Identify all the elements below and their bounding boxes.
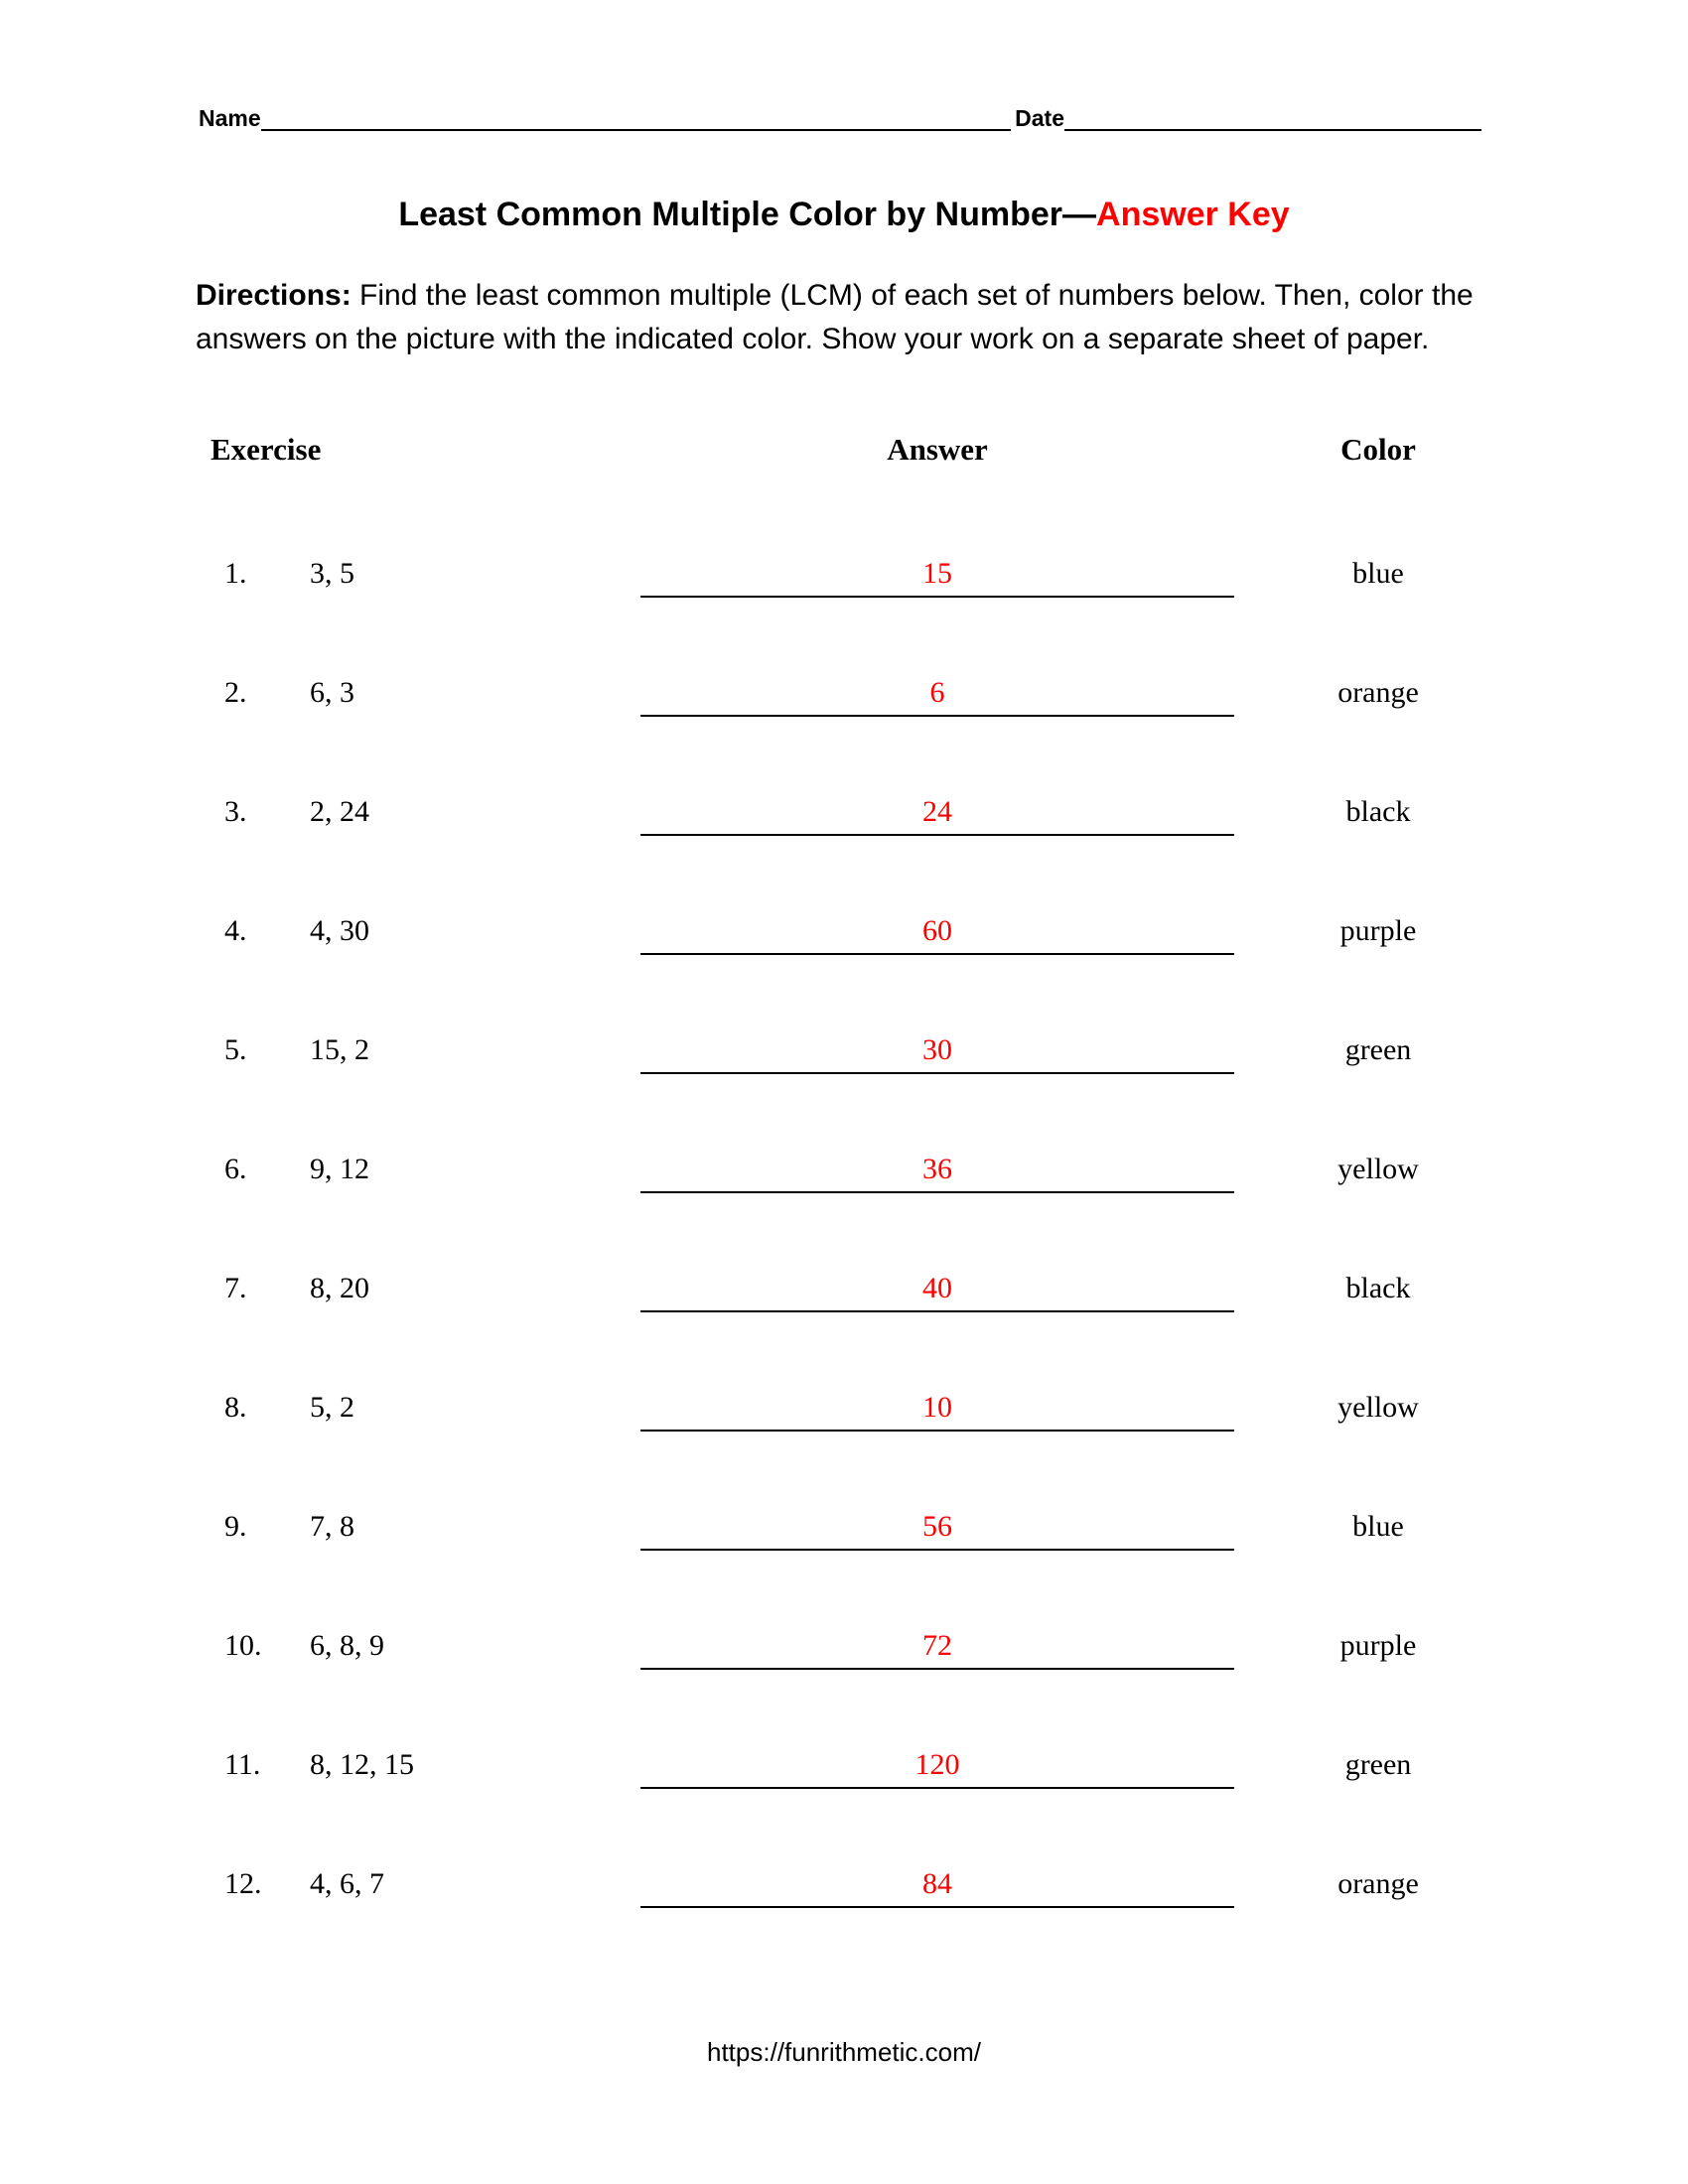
color-value: orange (1337, 676, 1419, 709)
color-value: blue (1352, 557, 1404, 590)
page-title (0, 195, 1688, 234)
exercise-set: 15, 2 (310, 1033, 369, 1066)
footer-url: https://funrithmetic.com/ (707, 2037, 981, 2067)
exercise-number: 8. (224, 1391, 247, 1424)
color-value: black (1345, 1272, 1411, 1304)
table-row (0, 1467, 1688, 1586)
exercise-number: 7. (224, 1272, 247, 1304)
exercise-set: 4, 6, 7 (310, 1867, 384, 1900)
answer-blank-line (640, 1549, 1234, 1551)
table-row (0, 872, 1688, 991)
answer-value: 72 (922, 1629, 952, 1662)
table-row (0, 1586, 1688, 1706)
answer-value: 56 (922, 1510, 952, 1543)
table-row (0, 1348, 1688, 1467)
answer-value: 24 (922, 795, 952, 828)
answer-blank-line (640, 1787, 1234, 1789)
table-row (0, 1825, 1688, 1944)
answer-blank-line (640, 1310, 1234, 1312)
answer-blank-line (640, 1072, 1234, 1074)
exercise-number: 10. (224, 1629, 262, 1662)
answer-value: 40 (922, 1272, 952, 1304)
answer-blank-line (640, 715, 1234, 717)
color-value: yellow (1337, 1153, 1419, 1185)
table-row (0, 752, 1688, 872)
name-date-header (199, 103, 1481, 131)
answer-value: 15 (922, 557, 952, 590)
answer-value: 30 (922, 1033, 952, 1066)
exercise-set: 8, 20 (310, 1272, 369, 1304)
answer-value: 6 (929, 676, 945, 709)
color-value: purple (1339, 914, 1417, 947)
exercise-number: 2. (224, 676, 247, 709)
name-blank-line (261, 103, 1011, 131)
exercise-set: 8, 12, 15 (310, 1748, 414, 1781)
exercise-number: 6. (224, 1153, 247, 1185)
exercise-number: 3. (224, 795, 247, 828)
exercise-number: 12. (224, 1867, 262, 1900)
table-row (0, 1706, 1688, 1825)
color-value: green (1344, 1033, 1412, 1066)
table-row (0, 991, 1688, 1110)
answer-value: 84 (922, 1867, 952, 1900)
column-header-exercise: Exercise (211, 432, 322, 467)
date-blank-line (1064, 103, 1481, 131)
answer-value: 10 (922, 1391, 952, 1424)
exercise-set: 4, 30 (310, 914, 369, 947)
color-value: black (1345, 795, 1411, 828)
exercise-set: 7, 8 (310, 1510, 354, 1543)
exercise-set: 3, 5 (310, 557, 354, 590)
answer-blank-line (640, 1906, 1234, 1908)
color-value: green (1344, 1748, 1412, 1781)
column-header-answer: Answer (887, 432, 988, 467)
color-value: orange (1337, 1867, 1419, 1900)
answer-value: 120 (914, 1748, 960, 1781)
date-label: Date (1015, 105, 1064, 131)
table-row (0, 1110, 1688, 1229)
exercise-set: 9, 12 (310, 1153, 369, 1185)
exercise-number: 9. (224, 1510, 247, 1543)
column-header-color: Color (1340, 432, 1416, 467)
exercise-number: 5. (224, 1033, 247, 1066)
answer-blank-line (640, 1430, 1234, 1432)
exercise-number: 11. (224, 1748, 261, 1781)
exercise-set: 5, 2 (310, 1391, 354, 1424)
table-row (0, 633, 1688, 752)
exercise-set: 6, 8, 9 (310, 1629, 384, 1662)
color-value: yellow (1337, 1391, 1419, 1424)
exercise-set: 2, 24 (310, 795, 369, 828)
exercise-set: 6, 3 (310, 676, 354, 709)
answer-blank-line (640, 1668, 1234, 1670)
page-title-main: Least Common Multiple Color by Number— (398, 196, 1097, 233)
answer-blank-line (640, 834, 1234, 836)
color-value: purple (1339, 1629, 1417, 1662)
name-label: Name (199, 105, 261, 131)
exercise-table (0, 514, 1688, 1944)
color-value: blue (1352, 1510, 1404, 1543)
answer-blank-line (640, 1191, 1234, 1193)
answer-blank-line (640, 953, 1234, 955)
table-row (0, 514, 1688, 633)
exercise-number: 1. (224, 557, 247, 590)
directions-label: Directions: (196, 279, 352, 312)
answer-value: 36 (922, 1153, 952, 1185)
directions-text: Find the least common multiple (LCM) of each set of numbers below. Then, color the answers on the picture with the indicated color. Show your work on a separate sheet of paper. (196, 279, 1474, 355)
page-title-answer-key: Answer Key (1096, 196, 1290, 233)
exercise-number: 4. (224, 914, 247, 947)
answer-value: 60 (922, 914, 952, 947)
directions-paragraph (196, 274, 1516, 361)
answer-blank-line (640, 596, 1234, 598)
table-row (0, 1229, 1688, 1348)
